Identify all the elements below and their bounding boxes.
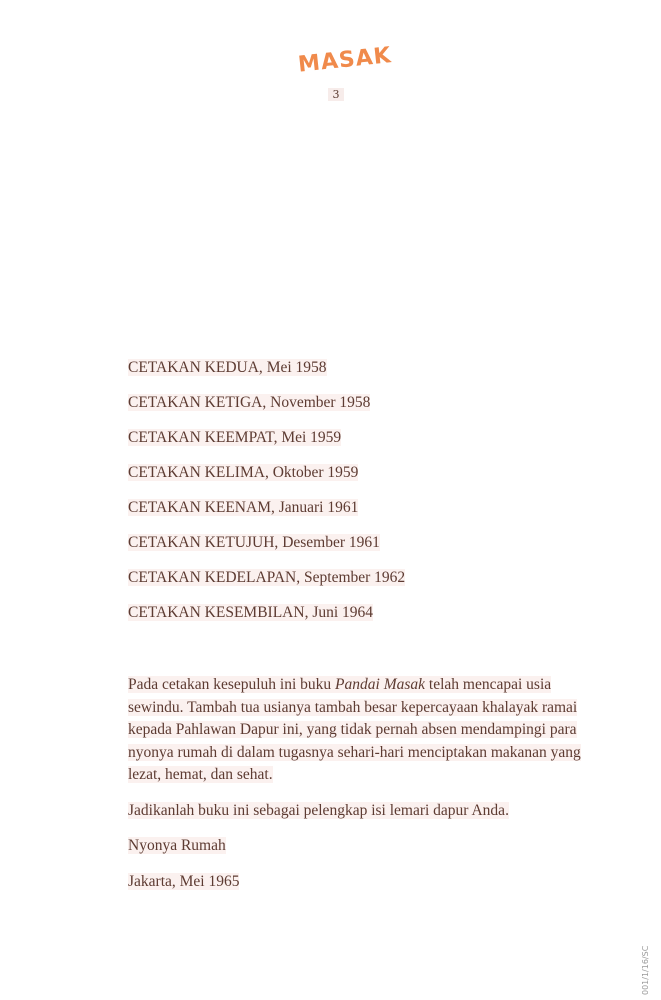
edition-item (128, 568, 405, 603)
edition-item (128, 463, 405, 498)
place-date (128, 871, 598, 894)
edition-item (128, 393, 405, 428)
edition-date: Desember 1961 (282, 534, 380, 551)
edition-item (128, 603, 405, 638)
preface (128, 674, 598, 906)
edition-name: CETAKAN KETIGA, (128, 394, 267, 411)
edition-date: Juni 1964 (312, 604, 374, 621)
page-number: 3 (328, 88, 344, 101)
edition-date: Oktober 1959 (272, 464, 359, 481)
signature (128, 835, 598, 858)
edition-date: Januari 1961 (278, 499, 359, 516)
preface-closing (128, 800, 598, 823)
edition-name: CETAKAN KESEMBILAN, (128, 604, 309, 621)
edition-name: CETAKAN KETUJUH, (128, 534, 279, 551)
signature-text: Nyonya Rumah (128, 837, 226, 854)
preface-text: Pada cetakan kesepuluh ini buku (128, 676, 336, 693)
edition-date: Mei 1959 (281, 429, 342, 446)
edition-date: Mei 1958 (266, 359, 327, 376)
edition-item (128, 498, 405, 533)
edition-name: CETAKAN KELIMA, (128, 464, 269, 481)
book-title-italic: Pandai Masak (335, 676, 426, 693)
place-date-text: Jakarta, Mei 1965 (128, 872, 240, 890)
edition-name: CETAKAN KEENAM, (128, 499, 275, 516)
edition-name: CETAKAN KEDUA, (128, 359, 263, 376)
editions-list (128, 358, 405, 638)
edition-item (128, 358, 405, 393)
side-code: 001/1/16/SC (641, 945, 650, 995)
edition-name: CETAKAN KEDELAPAN, (128, 569, 301, 586)
edition-date: November 1958 (270, 394, 371, 411)
edition-item (128, 428, 405, 463)
preface-text: telah mencapai usia sewindu. Tambah tua usianya tambah besar kepercayaan khalayak ramai kepada Pahlawan Dapur ini, yang tidak pernah absen mendampingi para nyonya rumah di dalam tugasnya sehari-hari menciptakan makanan yang lezat, hemat, dan sehat. (128, 676, 581, 783)
edition-name: CETAKAN KEEMPAT, (128, 429, 278, 446)
preface-paragraph (128, 674, 598, 787)
preface-closing-text: Jadikanlah buku ini sebagai pelengkap isi lemari dapur Anda. (128, 801, 509, 819)
book-header-title: MASAK (296, 43, 393, 78)
edition-item (128, 533, 405, 568)
edition-date: September 1962 (304, 569, 406, 586)
